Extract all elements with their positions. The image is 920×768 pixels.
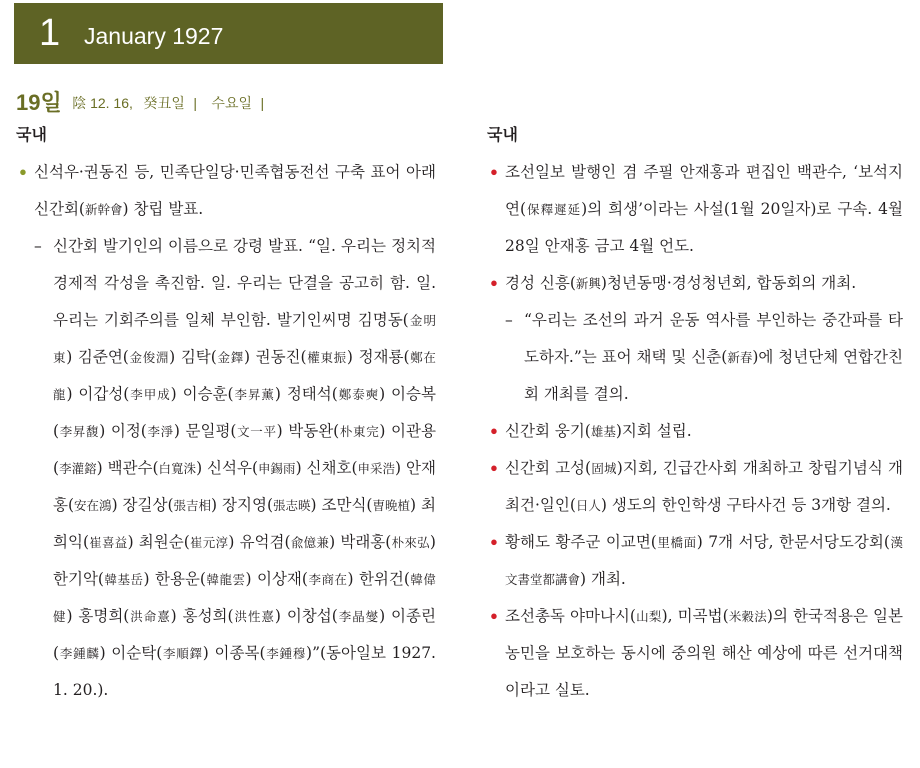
news-item-text: 조선총독 야마나시(山梨), 미곡법(米穀法)의 한국적용은 일본농민을 보호하는 동시에 중의원 해산 예상에 따른 선거대책이라고 실토. <box>505 607 903 699</box>
bullet-icon: • <box>18 163 28 182</box>
month-banner <box>14 3 443 64</box>
news-item <box>16 154 436 228</box>
news-subitem-text: “우리는 조선의 과거 운동 역사를 부인하는 중간파를 타도하자.”는 표어 채택 및 신춘(新春)에 청년단체 연합간친회 개최를 결의. <box>524 311 903 403</box>
bullet-icon: • <box>489 533 499 552</box>
news-item-text: 신간회 고성(固城)지회, 긴급간사회 개최하고 창립기념식 개최건·일인(日人) 생도의 한인학생 구타사건 등 3개항 결의. <box>505 459 903 514</box>
ganji-day: 癸丑일 <box>143 95 185 111</box>
news-subitem <box>487 302 903 413</box>
date-separator: | <box>260 95 265 111</box>
section-heading-domestic: 국내 <box>16 127 47 144</box>
dash-icon: – <box>505 311 513 329</box>
news-item <box>487 154 903 265</box>
month-title: January 1927 <box>84 23 224 49</box>
weekday: 수요일 <box>211 95 252 111</box>
news-item <box>487 598 903 709</box>
section-heading-domestic: 국내 <box>487 127 518 144</box>
bullet-icon: • <box>489 163 499 182</box>
news-item <box>487 524 903 598</box>
day-number: 19일 <box>16 90 62 115</box>
bullet-icon: • <box>489 607 499 626</box>
news-item-text: 신석우·권동진 등, 민족단일당·민족협동전선 구축 표어 아래 신간회(新幹會) 창립 발표. <box>34 163 436 218</box>
news-subitem-text: 신간회 발기인의 이름으로 강령 발표. “일. 우리는 정치적 경제적 각성을 촉진함. 일. 우리는 단결을 공고히 함. 일. 우리는 기회주의를 일체 부인함. 발기인씨명 김명동(金明東) 김준연(金俊淵) 김탁(金鐸) 권동진(權東振) 정재룡(鄭在龍) 이갑성(李甲成) 이승훈(李昇薰) 정태석(鄭泰奭) 이승복(李昇馥) 이정(李淨) 문일평(文一平) 박동완(朴東完) 이관용(李灌鎔) 백관수(白寬洙) 신석우(申錫雨) 신채호(申采浩) 안재홍(安在鴻) 장길상(張吉相) 장지영(張志暎) 조만식(曺晩植) 최희익(崔喜益) 최원순(崔元淳) 유억겸(兪億兼) 박래홍(朴來弘) 한기악(韓基岳) 한용운(韓龍雲) 이상재(李商在) 한위건(韓偉健) 홍명희(洪命憙) 홍성희(洪性憙) 이창섭(李晶燮) 이종린(李鍾麟) 이순탁(李順鐸) 이종목(李鍾穆)”(동아일보 1927. 1. 20.). <box>53 237 436 699</box>
news-item-text: 경성 신흥(新興)청년동맹·경성청년회, 합동회의 개최. <box>505 274 857 292</box>
date-separator: | <box>193 95 197 111</box>
bullet-icon: • <box>489 274 499 293</box>
month-number: 1 <box>39 12 61 54</box>
right-column <box>487 126 903 709</box>
bullet-icon: • <box>489 459 499 478</box>
left-column <box>16 126 436 709</box>
news-item <box>487 450 903 524</box>
news-item-text: 신간회 웅기(雄基)지회 설립. <box>505 422 692 440</box>
news-item-text: 조선일보 발행인 겸 주필 안재홍과 편집인 백관수, ‘보석지연(保釋遲延)의 희생’이라는 사설(1월 20일자)로 구속. 4월 28일 안재홍 금고 4월 언도. <box>505 163 903 255</box>
date-line <box>16 86 268 116</box>
dash-icon: – <box>34 237 42 255</box>
lunar-date: 陰 12. 16, <box>72 95 133 111</box>
news-subitem <box>16 228 436 709</box>
news-item <box>487 413 903 450</box>
news-item <box>487 265 903 302</box>
bullet-icon: • <box>489 422 499 441</box>
news-item-text: 황해도 황주군 이교면(里橋面) 7개 서당, 한문서당도강회(漢文書堂都講會) 개최. <box>505 533 903 588</box>
